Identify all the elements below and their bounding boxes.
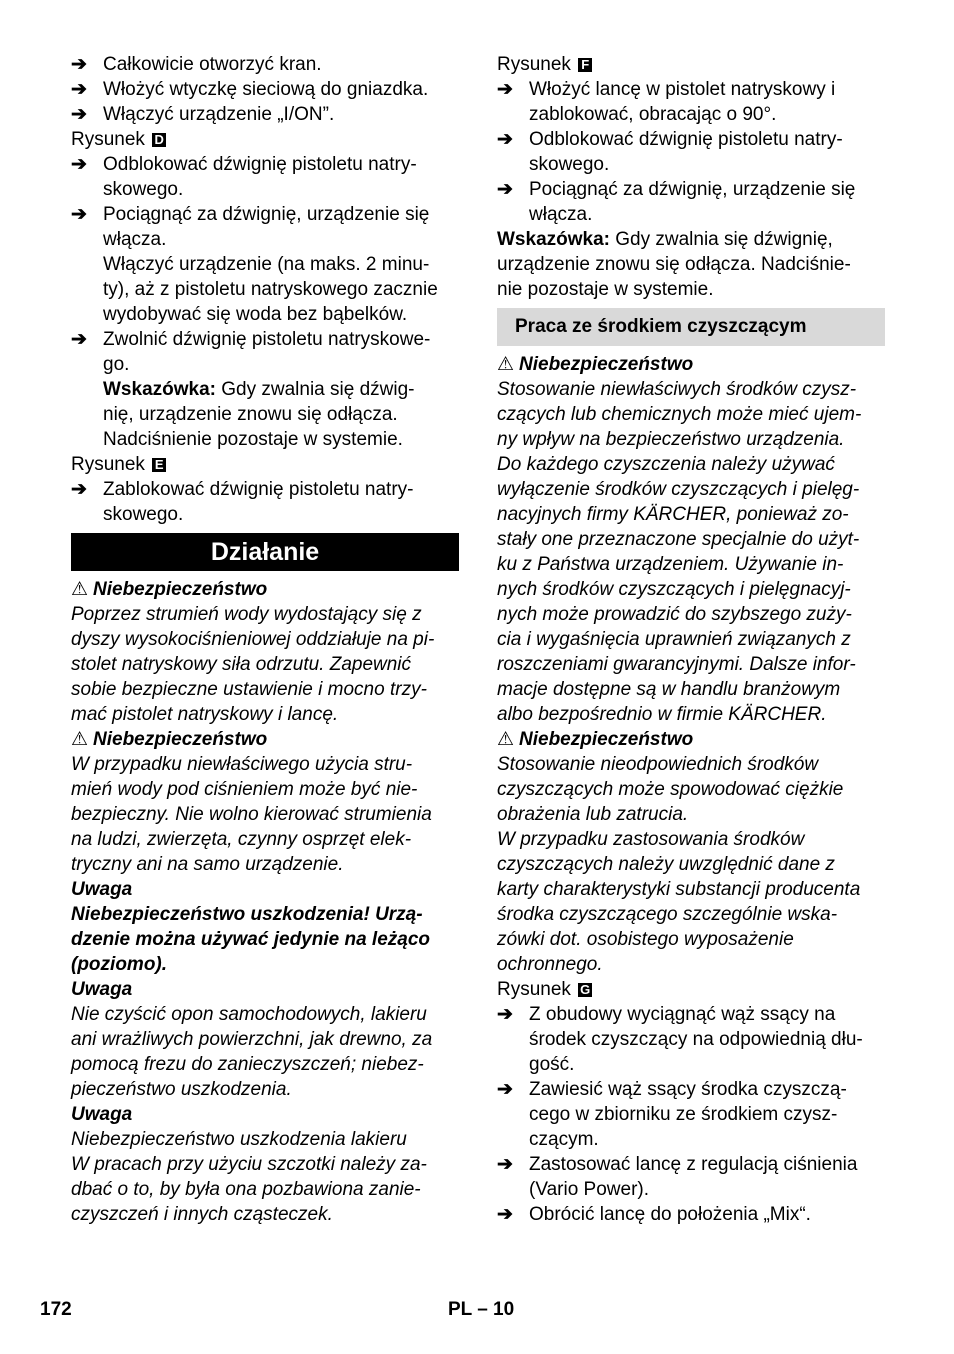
arrow-right-icon: ➔ [71,54,87,75]
arrow-right-icon: ➔ [497,129,513,150]
language-page-code: PL – 10 [448,1299,515,1320]
arrow-right-icon: ➔ [497,1079,513,1100]
list-item: ➔ Pociągnąć za dźwignię, urządzenie się włącza. [497,179,856,225]
warning-triangle-icon: ⚠ [71,579,89,600]
list-item: ➔ Odblokować dźwignię pistoletu natry- skowego. [497,129,843,175]
danger-text: W przypadku niewłaściwego użycia stru- mień wody pod ciśnieniem może być nie- bezpieczny. Nie wolno kierować strumienia na ludzi, zwierzęta, czynny osprzęt elek- tryczny ani na samo urządzenie. [71,754,432,875]
caution-heading: Uwaga [71,1104,133,1125]
arrow-right-icon: ➔ [497,79,513,100]
list-item: ➔ Pociągnąć za dźwignię, urządzenie się włącza. Włączyć urządzenie (na maks. 2 minu- ty), aż z pistoletu natryskowego zacznie wydobywać się woda bez bąbelków. [71,204,438,325]
page-number: 172 [40,1299,72,1320]
list-item: ➔ Zawiesić wąż ssący środka czyszczą- cego w zbiorniku ze środkiem czysz- czącym. [497,1079,847,1150]
list-item: ➔ Zwolnić dźwignię pistoletu natryskowe- go. [71,329,431,375]
arrow-right-icon: ➔ [497,1204,513,1225]
arrow-right-icon: ➔ [71,329,87,350]
danger-text: Poprzez strumień wody wydostający się z dyszy wysokociśnieniowej oddziałuje na pi- stolet natryskowy siła odrzutu. Zapewnić sobie bezpieczne ustawienie i mocno trzy- mać pistolet natryskowy i lancę. [71,604,435,725]
arrow-right-icon: ➔ [71,154,87,175]
figure-reference-d: Rysunek D [71,127,459,152]
figure-letter-badge: D [152,133,166,147]
section-heading: Działanie [71,533,459,571]
danger-heading: ⚠ Niebezpieczeństwo [497,354,694,375]
list-item: ➔ Zastosować lancę z regulacją ciśnienia (Vario Power). [497,1154,858,1200]
figure-reference-f: Rysunek F [497,52,885,77]
list-item: ➔ Z obudowy wyciągnąć wąż ssący na środek czyszczący na odpowiednią dłu- gość. [497,1004,863,1075]
figure-reference-e: Rysunek E [71,452,459,477]
arrow-right-icon: ➔ [71,104,87,125]
list-item: ➔ Całkowicie otworzyć kran. [71,54,322,75]
danger-text: Stosowanie niewłaściwych środków czysz- czących lub chemicznych może mieć ujem- ny wpływ na bezpieczeństwo urządzenia. Do każdego czyszczenia należy używać wyłączenie środków czyszczących i pielęg- nacyjnych firmy KÄRCHER, ponieważ zo- stały one przeznaczone specjalnie do użyt- ku z Państwa urządzeniem. Używanie in- nych środków czyszczących i pielęgnacyj- nych może prowadzić do szybszego zuży- cia i wygaśnięcia uprawnień związanych z roszczeniami gwarancyjnymi. Dalsze infor- macje dostępne są w handlu branżowym albo bezpośrednio w firmie KÄRCHER. [497,379,862,725]
caution-heading: Uwaga [71,879,133,900]
list-item: ➔ Włączyć urządzenie „I/ON”. [71,104,335,125]
caution-heading: Uwaga [71,979,133,1000]
hint-note: Wskazówka: Gdy zwalnia się dźwig- nię, urządzenie znowu się odłącza. Nadciśnienie pozostaje w systemie. [103,379,415,450]
list-item: ➔ Odblokować dźwignię pistoletu natry- skowego. [71,154,417,200]
danger-text: Stosowanie nieodpowiednich środków czyszczących może spowodować ciężkie obrażenia lub zatrucia. W przypadku zastosowania środków czyszczących należy uwzględnić dane z karty charakterystyki substancji producenta środka czyszczącego szczególnie wska- zówki dot. osobistego wyposażenie ochronnego. [497,754,861,975]
left-column [71,52,459,1227]
danger-heading: ⚠ Niebezpieczeństwo [71,729,268,750]
section-heading: Praca ze środkiem czyszczącym [497,308,885,346]
arrow-right-icon: ➔ [71,479,87,500]
caution-text: Niebezpieczeństwo uszkodzenia! Urzą- dzenie można używać jedynie na leżąco (poziomo). [71,904,431,975]
list-item: ➔ Włożyć wtyczkę sieciową do gniazdka. [71,79,429,100]
figure-letter-badge: E [152,458,166,472]
warning-triangle-icon: ⚠ [497,354,515,375]
arrow-right-icon: ➔ [497,1004,513,1025]
danger-heading: ⚠ Niebezpieczeństwo [71,579,268,600]
warning-triangle-icon: ⚠ [497,729,515,750]
arrow-right-icon: ➔ [497,179,513,200]
caution-text: Niebezpieczeństwo uszkodzenia lakieru W pracach przy użyciu szczotki należy za- dbać o to, by była ona pozbawiona zanie- czyszczeń i innych cząsteczek. [71,1129,427,1225]
list-item: ➔ Obrócić lancę do położenia „Mix“. [497,1204,811,1225]
right-column [497,52,885,1227]
figure-letter-badge: G [580,982,591,997]
list-item: ➔ Zablokować dźwignię pistoletu natry- skowego. [71,479,414,525]
danger-heading: ⚠ Niebezpieczeństwo [497,729,694,750]
figure-reference-g: Rysunek G [497,979,591,1000]
arrow-right-icon: ➔ [497,1154,513,1175]
arrow-right-icon: ➔ [71,204,87,225]
hint-note: Wskazówka: Gdy zwalnia się dźwignię, urządzenie znowu się odłącza. Nadciśnie- nie pozostaje w systemie. [497,229,851,300]
figure-letter-badge: F [578,58,592,72]
list-item: ➔ Włożyć lancę w pistolet natryskowy i zablokować, obracając o 90°. [497,79,836,125]
arrow-right-icon: ➔ [71,79,87,100]
caution-text: Nie czyścić opon samochodowych, lakieru ani wrażliwych powierzchni, jak drewno, za pomocą frezu do zanieczyszczeń; niebez- pieczeństwo uszkodzenia. [71,1004,433,1100]
warning-triangle-icon: ⚠ [71,729,89,750]
